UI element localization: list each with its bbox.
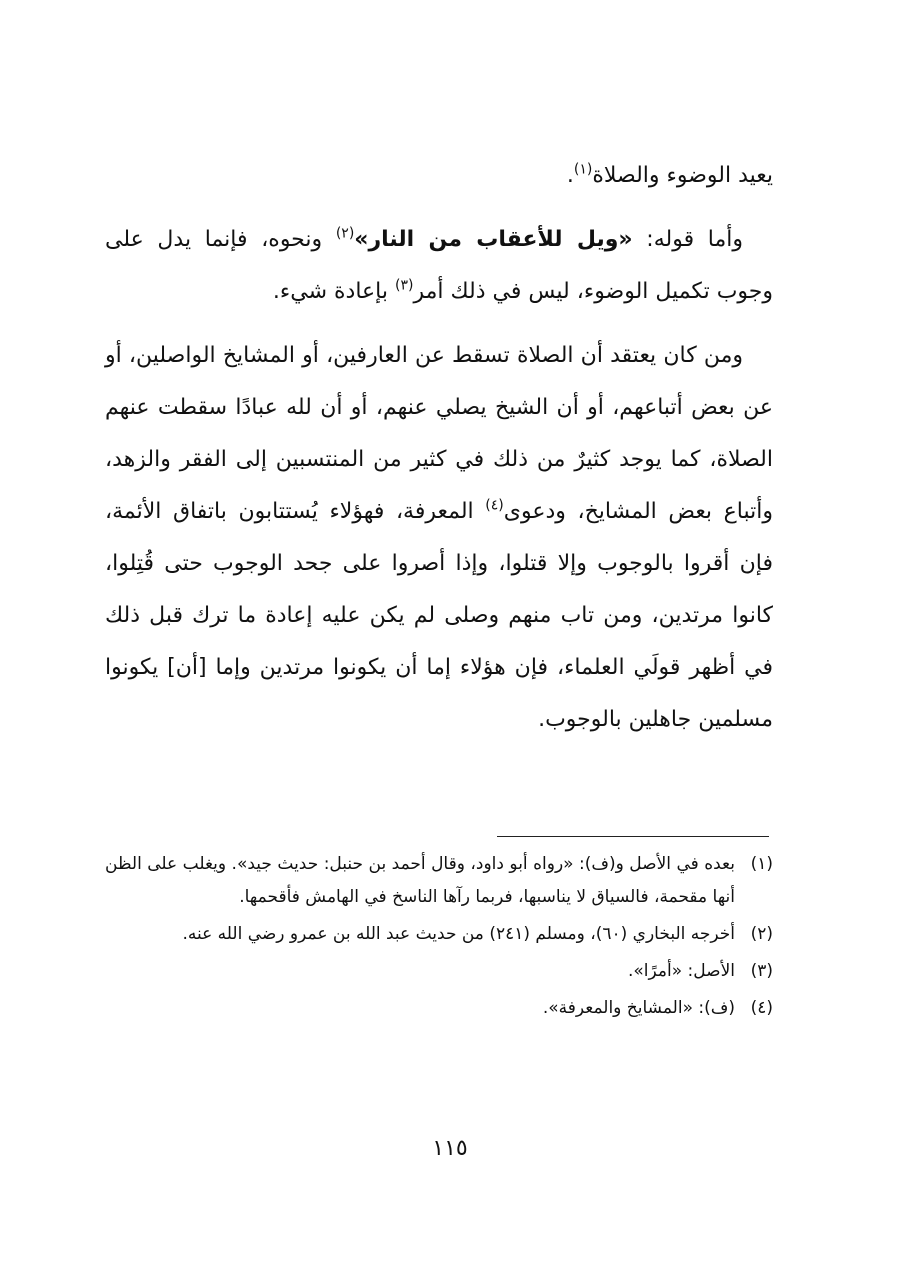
footnote-number: (٣) xyxy=(750,961,773,981)
footnote-text: الأصل: «أمرًا». xyxy=(628,961,735,981)
footnote-number: (١) xyxy=(750,854,773,874)
footnote-item xyxy=(105,955,773,988)
footnote-text: (ف): «المشايخ والمعرفة». xyxy=(542,998,735,1018)
footnote-item xyxy=(105,848,773,914)
footnote-item xyxy=(105,918,773,951)
footnote-number: (٤) xyxy=(750,998,773,1018)
footnote-ref-4[interactable]: (٤) xyxy=(485,497,504,514)
footnote-ref-2[interactable]: (٢) xyxy=(335,225,355,242)
main-text xyxy=(105,150,773,746)
hadith-quote: «ويل للأعقاب من النار» xyxy=(354,227,633,252)
paragraph-2: وأما قوله: «ويل للأعقاب من النار»$^{(٢)}$ ونحوه، فإنما يدل على وجوب تكميل الوضوء، ليس في ذلك أمر$^{(٣)}$ بإعادة شيء. xyxy=(105,225,773,304)
footnote-ref-1[interactable]: (١) xyxy=(573,161,593,178)
footnote-number: (٢) xyxy=(750,924,773,944)
paragraph-1: يعيد الوضوء والصلاة$^{(١)}$. xyxy=(566,161,773,188)
footnote-ref-3[interactable]: (٣) xyxy=(394,277,414,294)
footnote-text: أخرجه البخاري (٦٠)، ومسلم (٢٤١) من حديث عبد الله بن عمرو رضي الله عنه. xyxy=(182,924,735,944)
footnote-separator xyxy=(497,836,769,837)
page-number: ١١٥ xyxy=(432,1136,468,1161)
footnote-text: بعده في الأصل و(ف): «رواه أبو داود، وقال أحمد بن حنبل: حديث جيد». ويغلب على الظن أنها مقحمة، فالسياق لا يناسبها، فربما رآها الناسخ في الهامش فأقحمها. xyxy=(105,854,735,907)
footnote-item xyxy=(105,992,773,1025)
paragraph-3: ومن كان يعتقد أن الصلاة تسقط عن العارفين، أو المشايخ الواصلين، أو عن بعض أتباعهم، أو أن الشيخ يصلي عنهم، أو أن لله عبادًا سقطت عنهم الصلاة، كما يوجد كثيرٌ من ذلك في كثير من المنتسبين إلى الفقر والزهد، وأتباع بعض المشايخ، ودعوى$^{(٤)}$ المعرفة، فهؤلاء يُستتابون باتفاق الأئمة، فإن أقروا بالوجوب وإلا قتلوا، وإذا أصروا على جحد الوجوب حتى قُتِلوا، كانوا مرتدين، ومن تاب منهم وصلى لم يكن عليه إعادة ما ترك قبل ذلك في أظهر قولَي العلماء، فإن هؤلاء إما أن يكونوا مرتدين وإما [أن] يكونوا مسلمين جاهلين بالوجوب. xyxy=(105,343,773,732)
footnotes xyxy=(105,848,773,1029)
